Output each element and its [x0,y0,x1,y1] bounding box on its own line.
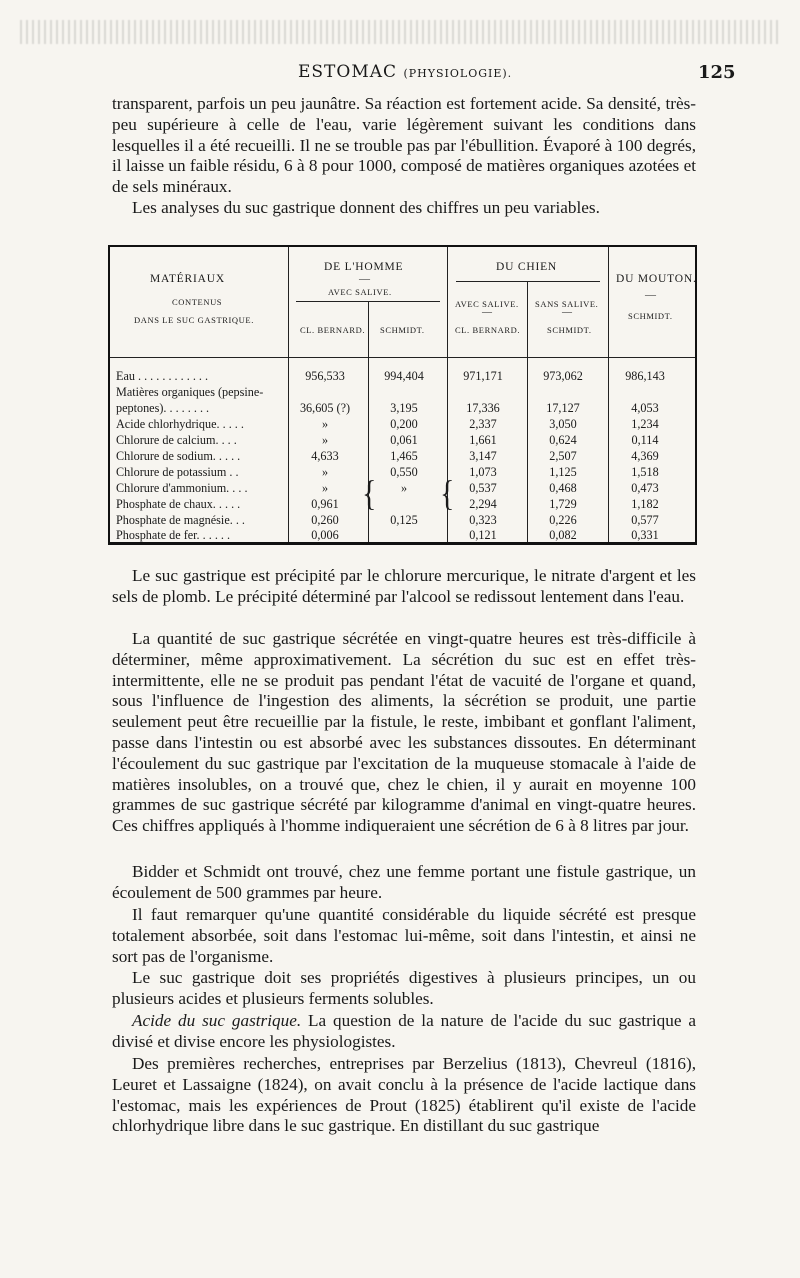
col-homme-dash: — [359,273,370,285]
table-cell: 0,114 [631,433,659,447]
table-cell: 17,336 [466,401,500,415]
table-cell: 2,294 [469,497,497,511]
table-cell: 0,260 [311,513,339,527]
table-cell: » [321,465,329,479]
header-title: ESTOMAC (PHYSIOLOGIE). [298,62,513,82]
paragraph: La quantité de suc gastrique sécrétée en vingt-quatre heures est très-difficile à déterminer, même approximativement. La sécrétion du suc est en effet très-intermittente, elle ne se produit pas pendant l'état de vacuité de l'organe et quand, sous l'influence de l'ingestion des aliments, la sécrétion se produit, une partie seulement peut être recueillie par la fistule, le reste, imbibant et gonflant l'aliment, passe dans l'intestin ou est absorbé avec les substances dissoutes. En déterminant l'écoulement du suc gastrique par l'excitation de la muqueuse stomacale à l'aide de matières insolubles, on a trouvé que, chez le chien, il y aurait en moyenne 100 grammes de suc gastrique sécrété par kilogramme d'animal en vingt-quatre heures. Ces chiffres appliqués à l'homme indiqueraient une sécrétion de 6 à 8 litres par jour. [112,629,696,836]
row-label: Acide chlorhydrique. . . . . [116,417,244,431]
row-label: Phosphate de chaux. . . . . [116,497,241,511]
brace-left: { [440,473,455,514]
col-materials-line3: DANS LE SUC GASTRIQUE. [134,315,254,325]
paragraph: Le suc gastrique est précipité par le chlorure mercurique, le nitrate d'argent et les sels de plomb. Le précipité déterminé par l'alcool se redissout lentement dans l'eau. [112,566,696,606]
col-materials-line2: CONTENUS [172,297,223,307]
table-cell: 2,507 [549,449,577,463]
table-cell: 3,050 [549,417,577,431]
col-chien-c1: AVEC SALIVE. [455,299,519,309]
col-mouton-title: DU MOUTON. [616,273,697,285]
table-cell: 3,195 [390,401,418,415]
col-mouton-dash: — [645,289,656,301]
paragraph-rest: La question de la nature de l'acide du suc gastrique a divisé et divise encore les physiologistes. [112,1011,696,1051]
row-label: Phosphate de magnésie. . . [116,513,245,527]
table-cell: 4,633 [311,449,339,463]
row-label: Chlorure d'ammonium. . . . [116,481,248,495]
row-label: Chlorure de sodium. . . . . [116,449,241,463]
table-cell: 0,550 [390,465,418,479]
table-cell: 0,125 [390,513,418,527]
brace-right: { [362,473,377,514]
table-cell: 0,226 [549,513,577,527]
row-label: peptones). . . . . . . . [116,401,210,415]
table-cell: 0,061 [390,433,418,447]
table-cell: 0,624 [549,433,577,447]
intro-paragraph: transparent, parfois un peu jaunâtre. Sa réaction est fortement acide. Sa densité, très-peu supérieure à celle de l'eau, varie légèrement suivant les conditions dans lesquelles il a été recueilli. Il ne se trouble pas par l'ébullition. Évaporé à 100 degrés, il laisse un faible résidu, 6 à 8 pour 1000, composé de matières organiques azotées et de sels minéraux. [112,94,696,197]
row-label: Matières organiques (pepsine- [116,385,264,399]
col-chien-c1b: CL. BERNARD. [455,325,521,335]
row-label: Chlorure de calcium. . . . [116,433,237,447]
table-cell: 36,605 (?) [299,401,351,415]
row-label: Eau . . . . . . . . . . . . [116,369,209,383]
col-chien-title: DU CHIEN [496,261,558,273]
paragraph: Bidder et Schmidt ont trouvé, chez une femme portant une fistule gastrique, un écoulement de 500 grammes par heure. [112,862,696,902]
col-chien-dash-1: — [482,307,492,318]
table-cell: 0,961 [311,497,339,511]
table-cell: 0,473 [631,481,659,495]
col-homme-sub: AVEC SALIVE. [328,287,392,297]
paragraph: Le suc gastrique doit ses propriétés digestives à plusieurs principes, un ou plusieurs acides et plusieurs ferments solubles. [112,968,696,1008]
table-cell: 1,073 [469,465,497,479]
col-chien-c2b: SCHMIDT. [547,325,592,335]
table-cell: 973,062 [543,369,583,383]
table-cell: 0,006 [311,528,339,542]
table-cell: 1,465 [390,449,418,463]
table-cell: 986,143 [625,369,665,383]
intro-paragraph-2: Les analyses du suc gastrique donnent des chiffres un peu variables. [132,198,600,217]
table-cell: 1,661 [469,433,497,447]
table-cell: 1,518 [631,465,659,479]
table-cell: 3,147 [469,449,497,463]
col-homme-c1: CL. BERNARD. [300,325,366,335]
table-cell: 17,127 [546,401,580,415]
col-chien-c2: SANS SALIVE. [535,299,599,309]
table-cell: 0,323 [469,513,497,527]
col-materials-title: MATÉRIAUX [150,273,225,285]
table-cell: 994,404 [384,369,424,383]
table-cell: 0,577 [631,513,659,527]
table-cell: 4,369 [631,449,659,463]
table-cell: 1,182 [631,497,659,511]
table-cell: 0,200 [390,417,418,431]
paragraph: Des premières recherches, entreprises par Berzelius (1813), Chevreul (1816), Leuret et Lassaigne (1824), on avait conclu à la présence de l'acide lactique dans l'estomac, mais les expériences de Prout (1825) établirent qu'il existe de l'acide chlorhydrique libre dans le suc gastrique. En distillant du suc gastrique [112,1054,696,1136]
italic-heading: Acide du suc gastrique. [132,1011,302,1030]
table-cell: 2,337 [469,417,497,431]
table-cell: » [400,481,408,495]
table-cell: 1,234 [631,417,659,431]
paragraph [112,1011,696,1053]
scan-noise [20,20,780,44]
col-homme-title: DE L'HOMME [324,261,404,273]
header-subtitle: (PHYSIOLOGIE). [403,67,513,80]
table-cell: 1,125 [549,465,577,479]
paragraph: Il faut remarquer qu'une quantité considérable du liquide sécrété est presque totalement absorbée, soit dans l'estomac lui-même, soit dans l'intestin, et ainsi ne sort pas de l'organisme. [112,905,696,966]
table-cell: 0,468 [549,481,577,495]
table-cell: 956,533 [305,369,345,383]
table-cell: » [321,433,329,447]
analysis-table [108,245,697,545]
col-mouton-c1: SCHMIDT. [628,311,673,321]
running-header [0,62,800,86]
table-cell: » [321,417,329,431]
table-cell: 0,537 [469,481,497,495]
table-cell: 0,331 [631,528,659,542]
table-cell: 971,171 [463,369,503,383]
page-number: 125 [698,62,736,83]
table-cell: 4,053 [631,401,659,415]
row-label: Chlorure de potassium . . [116,465,239,479]
table-cell: 1,729 [549,497,577,511]
table-cell: » [321,481,329,495]
col-chien-dash-2: — [562,307,572,318]
row-label: Phosphate de fer. . . . . . [116,528,231,542]
table-cell: 0,082 [549,528,577,542]
table-cell: 0,121 [469,528,497,542]
col-homme-c2: SCHMIDT. [380,325,425,335]
